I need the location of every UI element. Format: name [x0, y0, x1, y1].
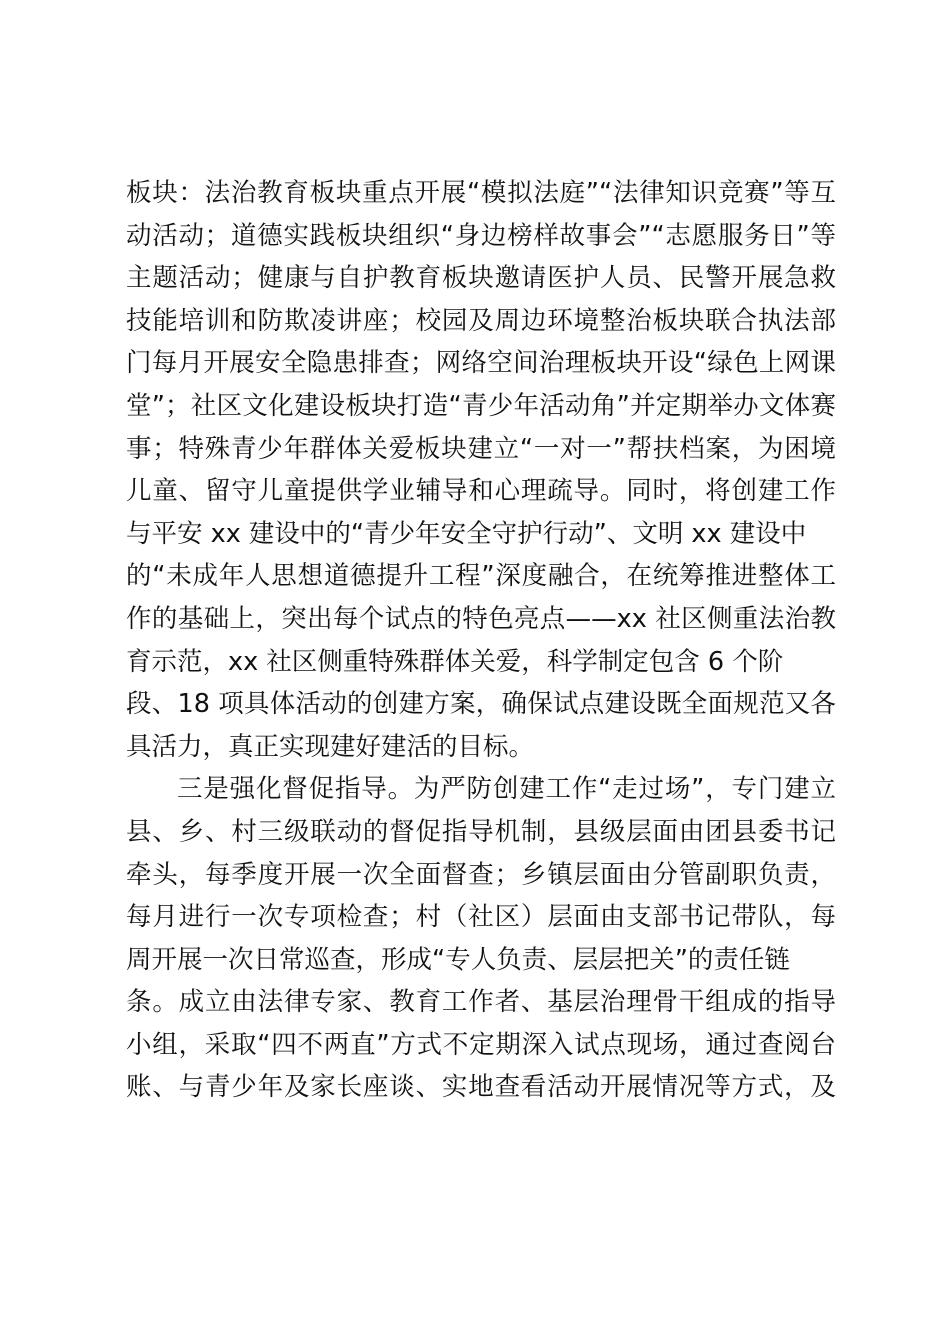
text-line: 板块：法治教育板块重点开展“模拟法庭”“法律知识竞赛”等互: [126, 178, 836, 208]
text-line: 技能培训和防欺凌讲座；校园及周边环境整治板块联合执法部: [126, 305, 836, 336]
text-line: 儿童、留守儿童提供学业辅导和心理疏导。同时，将创建工作: [126, 476, 836, 507]
text-line: 小组，采取“四不两直”方式不定期深入试点现场，通过查阅台: [126, 1029, 836, 1060]
paragraph-end-line: 具活力，真正实现建好建活的目标。: [126, 731, 535, 762]
text-line: 的“未成年人思想道德提升工程”深度融合，在统筹推进整体工: [126, 561, 836, 592]
text-line: 账、与青少年及家长座谈、实地查看活动开展情况等方式，及: [126, 1072, 836, 1103]
text-line: 事；特殊青少年群体关爱板块建立“一对一”帮扶档案，为困境: [126, 433, 836, 464]
text-line: 段、18 项具体活动的创建方案，确保试点建设既全面规范又各: [126, 689, 836, 720]
text-line: 每月进行一次专项检查；村（社区）层面由支部书记带队，每: [126, 902, 836, 933]
text-line: 育示范，xx 社区侧重特殊群体关爱，科学制定包含 6 个阶: [126, 646, 784, 677]
text-line: 周开展一次日常巡查，形成“专人负责、层层把关”的责任链: [126, 944, 790, 975]
text-line: 作的基础上，突出每个试点的特色亮点——xx 社区侧重法治教: [126, 603, 836, 634]
text-line: 县、乡、村三级联动的督促指导机制，县级层面由团县委书记: [126, 816, 836, 847]
body-text: [126, 172, 836, 1109]
text-line: 主题活动；健康与自护教育板块邀请医护人员、民警开展急救: [126, 263, 836, 294]
text-line: 与平安 xx 建设中的“青少年安全守护行动”、文明 xx 建设中: [126, 518, 807, 549]
text-line: 动活动；道德实践板块组织“身边榜样故事会”“志愿服务日”等: [126, 220, 836, 251]
text-line: 牵头，每季度开展一次全面督查；乡镇层面由分管副职负责，: [126, 859, 836, 890]
text-line: 堂”；社区文化建设板块打造“青少年活动角”并定期举办文体赛: [126, 390, 836, 421]
text-line: 门每月开展安全隐患排查；网络空间治理板块开设“绿色上网课: [126, 348, 836, 379]
paragraph-start-line: 三是强化督促指导。为严防创建工作“走过场”，专门建立: [177, 774, 836, 805]
text-line: 条。成立由法律专家、教育工作者、基层治理骨干组成的指导: [126, 987, 836, 1018]
